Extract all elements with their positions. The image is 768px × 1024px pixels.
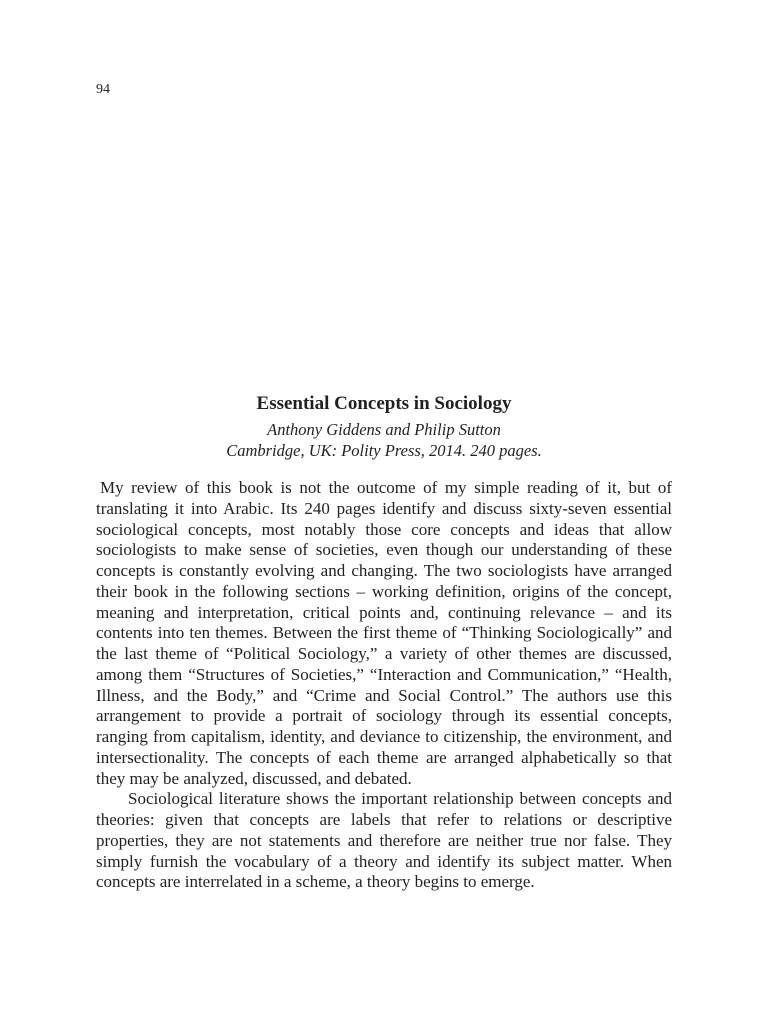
book-title: Essential Concepts in Sociology	[256, 393, 512, 414]
review-body	[96, 478, 672, 893]
book-publication-info: Cambridge, UK: Polity Press, 2014. 240 pages.	[226, 441, 542, 460]
review-header	[96, 392, 672, 461]
book-authors: Anthony Giddens and Philip Sutton	[267, 420, 501, 439]
review-paragraph: My review of this book is not the outcome of my simple reading of it, but of translating it into Arabic. Its 240 pages identify and discuss sixty-seven essential sociological concepts, most notably those core concepts and ideas that allow sociologists to make sense of societies, even though our understanding of these concepts is constantly evolving and changing. The two sociologists have arranged their book in the following sections – working definition, origins of the concept, meaning and interpretation, critical points and, continuing relevance – and its contents into ten themes. Between the first theme of “Thinking Sociologically” and the last theme of “Political Sociology,” a variety of other themes are discussed, among them “Structures of Societies,” “Interaction and Communication,” “Health, Illness, and the Body,” and “Crime and Social Control.” The authors use this arrangement to provide a portrait of sociology through its essential concepts, ranging from capitalism, identity, and deviance to citizenship, the environment, and intersectionality. The concepts of each theme are arranged alphabetically so that they may be analyzed, discussed, and debated.	[96, 478, 672, 788]
page-number: 94	[96, 82, 110, 97]
review-paragraph: Sociological literature shows the important relationship between concepts and theories: given that concepts are labels that refer to relations or descriptive properties, they are not statements and therefore are neither true nor false. They simply furnish the vocabulary of a theory and identify its subject matter. When concepts are interrelated in a scheme, a theory begins to emerge.	[96, 789, 672, 892]
